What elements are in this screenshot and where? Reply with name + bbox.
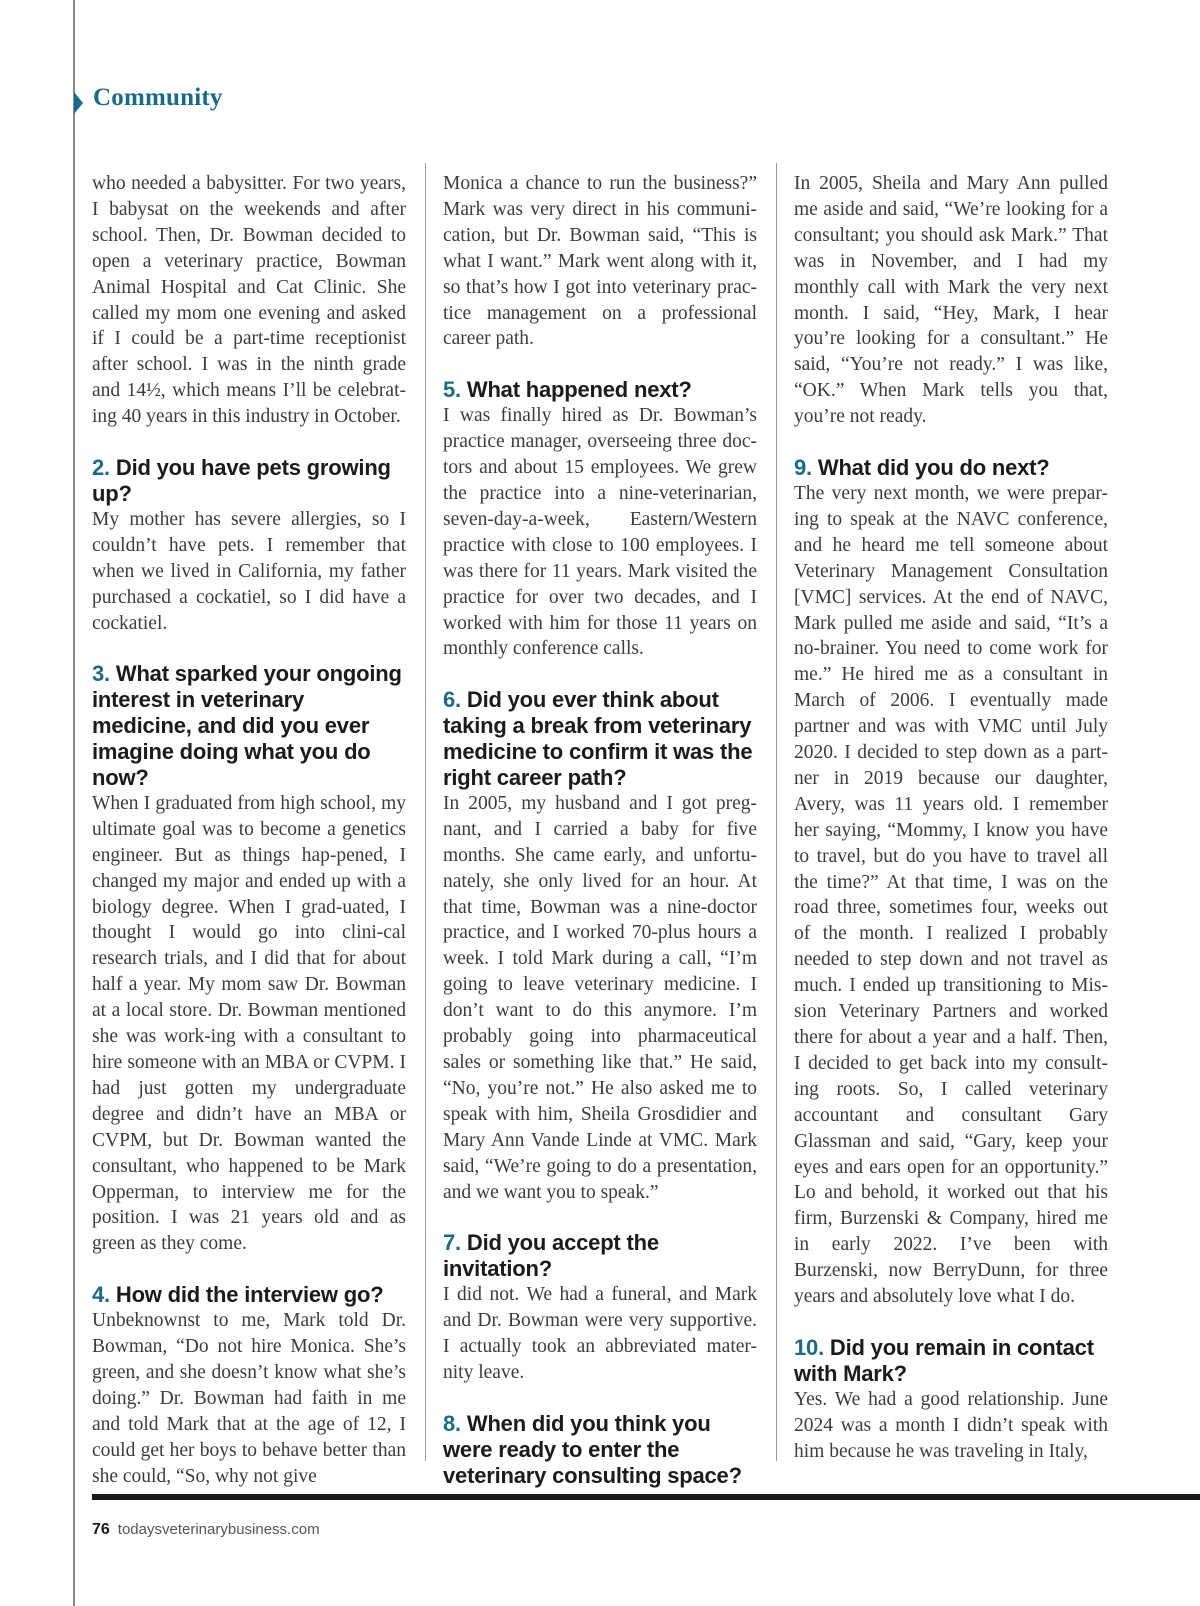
question-text: What sparked your ongoing interest in veterinary medicine, and did you ever imagine doing what you do now? <box>92 661 402 791</box>
question-text: When did you think you were ready to enter the veterinary consulting space? <box>443 1410 742 1488</box>
body-paragraph: I did not. We had a funeral, and Mark and Dr. Bowman were very supportive. I actually took an abbreviated mater-nity leave. <box>443 1284 757 1383</box>
body-paragraph: My mother has severe allergies, so I couldn’t have pets. I remember that when we lived in California, my father purchased a cockatiel, so I did have a cockatiel. <box>92 508 406 634</box>
section-label: Community <box>93 84 223 111</box>
question-number: 9. <box>794 455 812 481</box>
body-paragraph: In 2005, Sheila and Mary Ann pulled me aside and said, “We’re looking for a consultant; you should ask Mark.” That was in November, and I had my monthly call with Mark the very next month. I said, “Hey, Mark, I hear you’re looking for a consultant.” He said, “You’re not ready.” I was like, “OK.” When Mark tells you that, you’re not ready. <box>794 173 1108 428</box>
page-number: 76 <box>92 1521 110 1538</box>
column-divider <box>776 163 777 1461</box>
question-number: 5. <box>443 377 461 403</box>
question-number: 4. <box>92 1282 110 1308</box>
article-column-1 <box>92 171 406 1490</box>
question-number: 6. <box>443 687 461 713</box>
question-text: Did you remain in contact with Mark? <box>794 1334 1094 1386</box>
question-number: 8. <box>443 1410 461 1436</box>
question-number: 7. <box>443 1230 461 1256</box>
question-heading <box>794 455 1108 481</box>
question-text: Did you have pets growing up? <box>92 455 391 506</box>
question-heading <box>794 1335 1108 1387</box>
question-heading <box>92 661 406 791</box>
site-url-highlight: veterinary <box>162 1521 228 1538</box>
body-paragraph: In 2005, my husband and I got preg-nant, and I carried a baby for five months. She came early, and unfortu-nately, she only lived for an hour. At that time, Bowman was a nine-doctor practice, and I worked 70-plus hours a week. I told Mark during a call, “I’m going to leave veterinary medicine. I don’t want to do this anymore. I’m probably going into pharmaceutical sales or something like that.” He said, “No, you’re not.” He also asked me to speak with him, Sheila Grosdidier and Mary Ann Vande Linde at VMC. Mark said, “We’re going to do a presentation, and we want you to speak.” <box>443 792 757 1203</box>
question-text: How did the interview go? <box>115 1282 384 1308</box>
article-column-2 <box>443 171 757 1489</box>
body-paragraph: Unbeknownst to me, Mark told Dr. Bowman, “Do not hire Monica. She’s green, and she doesn’t know what she’s doing.” Dr. Bowman had faith in me and told Mark that at the age of 12, I could get her boys to behave better than she could, “So, why not give <box>92 1310 406 1487</box>
body-paragraph: The very next month, we were prepar-ing to speak at the NAVC conference, and he heard me tell someone about Veterinary Management Consultation [VMC] services. At the end of NAVC, Mark pulled me aside and said, “It’s a no-brainer. You need to come work for me.” He hired me as a consultant in March of 2006. I eventually made partner and was with VMC until July 2020. I decided to step down as a part-ner in 2019 because our daughter, Avery, was 11 years old. I remember her saying, “Mommy, I know you have to travel, but do you have to travel all the time?” At that time, I was on the road three, sometimes four, weeks out of the month. I realized I probably needed to step down and not travel as much. I ended up transitioning to Mis-sion Veterinary Partners and worked there for about a year and a half. Then, I decided to get back into my consult-ing roots. So, I called veterinary accountant and consultant Gary Glassman and said, “Gary, keep your eyes and ears open for an opportunity.” Lo and behold, it worked out that his firm, Burzenski & Company, hired me in early 2022. I’ve been with Burzenski, now BerryDunn, for three years and absolutely love what I do. <box>794 482 1108 1308</box>
section-marker-triangle-icon <box>74 92 83 114</box>
question-heading <box>443 1230 757 1282</box>
body-paragraph: I was finally hired as Dr. Bowman’s practice manager, overseeing three doc-tors and about 15 employees. We grew the practice into a nine-veterinarian, seven-day-a-week, Eastern/Western practice with close to 100 employees. I was there for 11 years. Mark visited the practice for over two decades, and I worked with him for those 11 years on monthly conference calls. <box>443 405 757 660</box>
site-url-suffix: business.com <box>227 1521 320 1538</box>
article-column-3 <box>794 171 1108 1465</box>
question-text: What did you do next? <box>817 455 1050 481</box>
question-heading <box>92 1282 406 1308</box>
question-number: 3. <box>92 661 110 687</box>
body-paragraph: When I graduated from high school, my ultimate goal was to become a genetics engineer. But as things hap-pened, I changed my major and ended up with a biology degree. When I grad-uated, I thought I would go into clini-cal research trials, and I did that for about half a year. My mom saw Dr. Bowman at a local store. Dr. Bowman mentioned she was work-ing with a consultant to hire someone with an MBA or CVPM. I had just gotten my undergraduate degree and didn’t have an MBA or CVPM, but Dr. Bowman wanted the consultant, who happened to be Mark Opperman, to interview me for the position. I was 21 years old and as green as they come. <box>92 792 406 1255</box>
column-divider <box>425 163 426 1461</box>
question-heading <box>92 455 406 507</box>
footer-rule <box>92 1494 1200 1500</box>
question-number: 2. <box>92 455 110 481</box>
body-paragraph: who needed a babysitter. For two years, I babysat on the weekends and after school. Then, Dr. Bowman decided to open a veterinary practice, Bowman Animal Hospital and Cat Clinic. She called my mom one evening and asked if I could be a part-time receptionist after school. I was in the ninth grade and 14½, which means I’ll be celebrat-ing 40 years in this industry in October. <box>92 173 406 428</box>
question-text: Did you accept the invitation? <box>443 1230 659 1282</box>
page-margin-rule <box>73 0 75 1606</box>
question-heading <box>443 377 757 403</box>
question-text: Did you ever think about taking a break from veterinary medicine to confirm it was the right career path? <box>443 687 753 791</box>
question-heading <box>443 687 757 791</box>
body-paragraph: Monica a chance to run the business?” Mark was very direct in his communi-cation, but Dr. Bowman said, “This is what I want.” Mark went along with it, so that’s how I got into veterinary prac-tice management on a professional career path. <box>443 173 757 350</box>
site-url-prefix: todays <box>117 1521 162 1538</box>
question-heading <box>443 1411 757 1489</box>
page-footer <box>92 1521 320 1539</box>
question-number: 10. <box>794 1334 824 1360</box>
body-paragraph: Yes. We had a good relationship. June 2024 was a month I didn’t speak with him because he was traveling in Italy, <box>794 1388 1108 1462</box>
question-text: What happened next? <box>466 377 692 403</box>
